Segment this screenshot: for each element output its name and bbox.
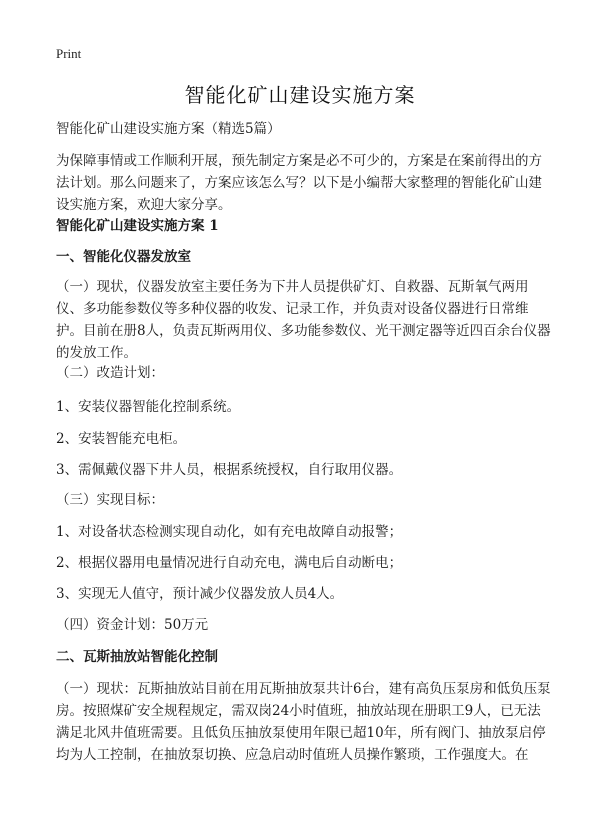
part1-current-status: （一）现状，仪器发放室主要任务为下井人员提供矿灯、自救器、瓦斯氧气两用仪、多功能参数仪等多种仪器的收发、记录工作，并负责对设备仪器进行日常维护。目前在册8人，负责瓦斯两用仪、多功能参数仪、光干测定器等近四百余台仪器的发放工作。 (56, 279, 551, 361)
part2-heading: 二、瓦斯抽放站智能化控制 (56, 649, 218, 665)
plan-item: 3、需佩戴仪器下井人员，根据系统授权，自行取用仪器。 (56, 462, 403, 478)
part1-funds: （四）资金计划：50万元 (56, 617, 209, 633)
goal-item: 3、实现无人值守，预计减少仪器发放人员4人。 (56, 586, 344, 602)
part1-goal-heading: （三）实现目标： (56, 492, 164, 508)
intro-paragraph: 为保障事情或工作顺利开展，预先制定方案是必不可少的，方案是在案前得出的方法计划。那么问题来了，方案应该怎么写？以下是小编帮大家整理的智能化矿山建设实施方案，欢迎大家分享。 (56, 153, 542, 213)
part1-plan-heading: （二）改造计划： (56, 365, 164, 381)
part1-heading: 一、智能化仪器发放室 (56, 249, 191, 265)
section-heading-1: 智能化矿山建设实施方案 1 (56, 218, 219, 234)
print-link[interactable]: Print (56, 46, 82, 61)
part2-current-status: （一）现状：瓦斯抽放站目前在用瓦斯抽放泵共计6台，建有高负压泵房和低负压泵房。按照煤矿安全规程规定，需双岗24小时值班，抽放站现在册职工9人，已无法满足北风井值班需要。且低负压抽放泵使用年限已超10年，所有阀门、抽放泵启停均为人工控制，在抽放泵切换、应急启动时值班人员操作繁琐，工作强度大。在 (56, 681, 551, 763)
plan-item: 1、安装仪器智能化控制系统。 (56, 399, 241, 415)
goal-item: 2、根据仪器用电量情况进行自动充电，满电后自动断电； (56, 555, 403, 571)
document-subtitle: 智能化矿山建设实施方案（精选5篇） (56, 121, 281, 137)
plan-item: 2、安装智能充电柜。 (56, 431, 187, 447)
document-title: 智能化矿山建设实施方案 (184, 83, 416, 107)
goal-item: 1、对设备状态检测实现自动化，如有充电故障自动报警； (56, 524, 403, 540)
